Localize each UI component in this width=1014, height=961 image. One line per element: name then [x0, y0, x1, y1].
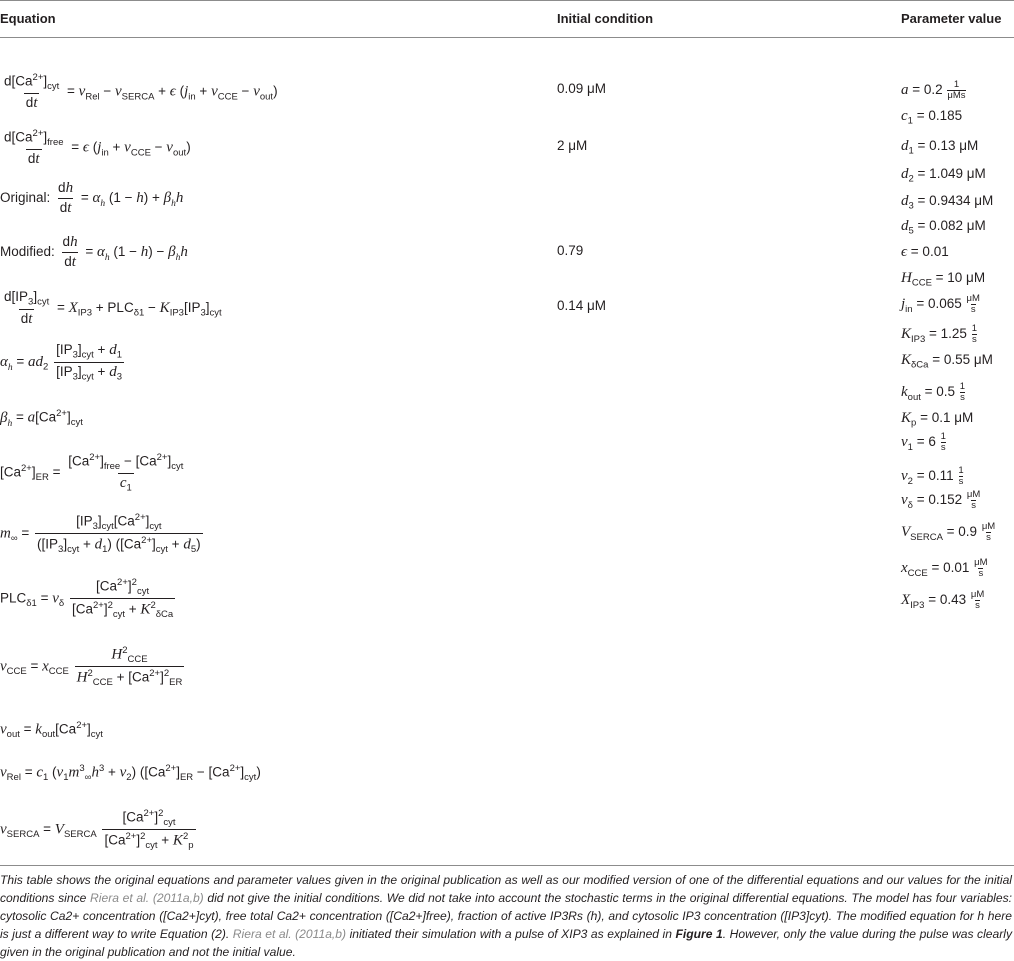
- initial-condition-ca-cyt: 0.09 μM: [557, 81, 607, 96]
- equation-ip3: $\frac{d[IP_3]_{cyt}}{dt}$ = $X_{IP3} + PLC_{\delta 1} - K_{IP3}[IP_3]_{cyt}$: [4, 289, 222, 327]
- param-k-ip3: $K_{IP3} = 1.25$ $\frac{1}{s}$: [901, 323, 977, 345]
- equation-h-modified: Modified: $\frac{dh}{dt}$ = $\alpha_h$ $(1 - h) - \beta_hh$: [0, 234, 188, 270]
- citation-link-2[interactable]: Riera et al. (2011a,b): [232, 927, 347, 941]
- equation-alpha-h: $\alpha_h = ad_2$ $\frac{[IP_3]_{cyt} + d_1}{[IP_3]_{cyt} + d_3}$: [0, 342, 122, 383]
- param-d2: $d_2 = 1.049$ μM: [901, 166, 986, 185]
- equation-beta-h: $\beta_h = a[Ca^{2+}]_{cyt}$: [0, 408, 83, 429]
- caption-part-1: This table shows the original equations and parameter values given in the original publication as well as our modified version of one of the differential equations and our values for the initial conditions since: [0, 873, 1012, 905]
- equation-m-inf: $m_\infty$ = $\frac{[IP_3]_{cyt}[Ca^{2+}]_{cyt}}{([IP_3]_{cyt} + d_1) ([Ca^{2+}]_{cyt} + d_5)}$: [0, 512, 201, 556]
- initial-condition-h: 0.79: [557, 243, 584, 258]
- equation-h-original: Original: $\frac{dh}{dt}$ = $\alpha_h$ $(1 - h) + \beta_hh$: [0, 180, 184, 216]
- figure-1-link[interactable]: Figure 1: [675, 927, 723, 941]
- bottom-rule: [0, 865, 1014, 866]
- param-d1: $d_1 = 0.13$ μM: [901, 138, 979, 157]
- param-h-cce: $H_{CCE} = 10$ μM: [901, 270, 986, 289]
- param-x-cce: $x_{CCE} = 0.01$ $\frac{\mu M}{s}$: [901, 557, 988, 579]
- param-k-out: $k_{out} = 0.5$ $\frac{1}{s}$: [901, 381, 966, 403]
- param-k-p: $K_p = 0.1$ μM: [901, 410, 974, 429]
- initial-condition-ip3: 0.14 μM: [557, 298, 607, 313]
- param-a: a = 0.2 $\frac{1}{\text{μMs}}$: [901, 79, 966, 101]
- citation-link-1[interactable]: Riera et al. (2011a,b): [90, 891, 204, 905]
- caption-part-3: initiated their simulation with a pulse of XIP3 as explained in: [346, 927, 676, 941]
- equation-v-out: $v_{out} = k_{out}[Ca^{2+}]_{cyt}$: [0, 720, 103, 741]
- param-d3: $d_3 = 0.9434$ μM: [901, 193, 994, 212]
- equation-ca-cyt: $\frac{d[Ca^{2+}]_{cyt}}{dt}$ = $v_{Rel} - v_{SERCA} + \epsilon$ $(j_{in} + v_{CCE} - v_{out})$: [4, 72, 278, 112]
- param-j-in: $j_{in} = 0.065$ $\frac{\mu M}{s}$: [901, 293, 980, 315]
- param-v1: $v_1 = 6$ $\frac{1}{s}$: [901, 431, 946, 453]
- equation-ca-free: $\frac{d[Ca^{2+}]_{free}}{dt}$ = ϵ $(j_{in} + v_{CCE} - v_{out})$: [4, 128, 191, 168]
- label-modified: Modified:: [0, 244, 55, 260]
- equation-plc: $PLC_{\delta 1} = v_\delta$ $\frac{[Ca^{2+}]^2_{cyt}}{[Ca^{2+}]^2_{cyt} + K^2_{\delta Ca}}$: [0, 577, 174, 621]
- param-v2: $v_2 = 0.11$ $\frac{1}{s}$: [901, 465, 964, 487]
- header-parameter-value: Parameter value: [901, 11, 1002, 26]
- initial-condition-ca-free: 2 μM: [557, 138, 588, 153]
- equation-v-cce: $v_{CCE} = x_{CCE}$ $\frac{H^2_{CCE}}{H^2_{CCE} + [Ca^{2+}]^2_{ER}}$: [0, 645, 183, 689]
- table-caption: [0, 871, 1012, 961]
- header-initial-condition: Initial condition: [557, 11, 654, 26]
- caption-part-2: did not give the initial conditions. We did not take into account the stochastic terms in the original differential equations. The model has four variables: cytosolic Ca2+ concentration ([Ca2+]cyt), free total Ca2+ concentration ([Ca2+]free), fraction of active IP3Rs (h), and cytosolic IP3 concentration ([IP3]cyt). The modified equation for h here is just a different way to write Equation (2).: [0, 891, 1012, 941]
- param-c1: $c_1 = 0.185$: [901, 108, 963, 127]
- param-d5: $d_5 = 0.082$ μM: [901, 218, 986, 237]
- header-rule: [0, 37, 1014, 38]
- param-v-serca: $V_{SERCA} = 0.9$ $\frac{\mu M}{s}$: [901, 521, 996, 543]
- equation-ca-er: $[Ca^{2+}]_{ER}$ = $\frac{[Ca^{2+}]_{free} - [Ca^{2+}]_{cyt}}{c_1}$: [0, 452, 184, 494]
- param-v-delta: $v_\delta = 0.152$ $\frac{\mu M}{s}$: [901, 489, 981, 511]
- caption-part-4: . However, only the value during the pulse was clearly given in the original publication and not the initial value.: [0, 927, 1012, 959]
- equation-v-serca: $v_{SERCA} = V_{SERCA}$ $\frac{[Ca^{2+}]^2_{cyt}}{[Ca^{2+}]^2_{cyt} + K^2_p}$: [0, 808, 194, 852]
- param-epsilon: ϵ = 0.01: [901, 244, 949, 260]
- label-original: Original:: [0, 190, 51, 206]
- header-equation: Equation: [0, 11, 56, 26]
- top-rule: [0, 0, 1014, 1]
- equation-v-rel: $v_{Rel} = c_1$ $(v_1m^3_\infty h^3 + v_2) ([Ca^{2+}]_{ER} - [Ca^{2+}]_{cyt})$: [0, 763, 261, 784]
- param-k-delta-ca: $K_{\delta Ca} = 0.55$ μM: [901, 352, 993, 371]
- param-x-ip3: $X_{IP3} = 0.43$ $\frac{\mu M}{s}$: [901, 589, 985, 611]
